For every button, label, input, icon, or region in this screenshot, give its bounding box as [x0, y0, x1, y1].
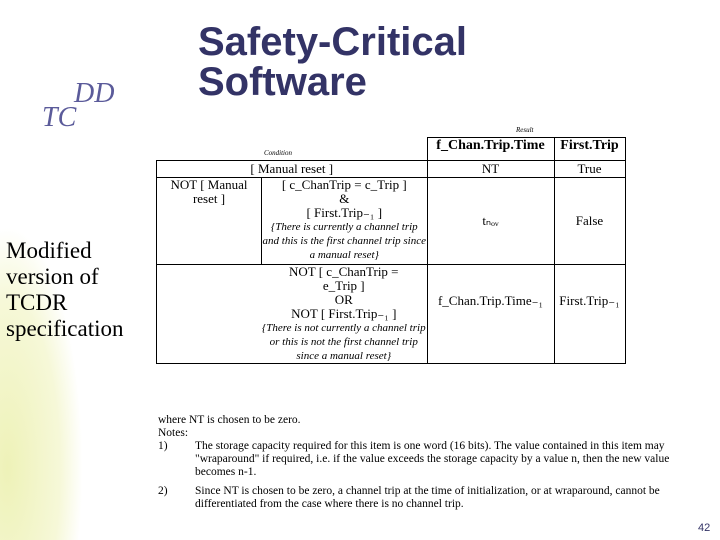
table-header-row	[157, 138, 626, 161]
slide-title	[198, 22, 467, 102]
cond-note: {There is not currently a channel trip or this is not the first channel trip since a manual reset}	[261, 322, 426, 362]
note-number: 1)	[158, 440, 168, 452]
side-caption	[6, 238, 146, 342]
table-row	[157, 178, 626, 265]
note-text: The storage capacity required for this item is one word (16 bits). The value contained in this item may "wraparound" if required, i.e. if the value exceeds the storage capacity by a value n, then the new value becomes n-1.	[195, 440, 670, 478]
result-time-prev: f_Chan.Trip.Time₋₁	[427, 265, 554, 364]
side-caption-line: specification	[6, 316, 124, 341]
note-text: Since NT is chosen to be zero, a channel trip at the time of initialization, or at wraparound, cannot be differentiated from the case where there is no channel trip.	[195, 485, 660, 510]
cond-manual-reset: [ Manual reset ]	[157, 161, 428, 178]
result-time-nt: NT	[427, 161, 554, 178]
tcdd-logo	[36, 78, 116, 138]
note-item	[158, 485, 698, 511]
cond-trip-block	[157, 178, 428, 265]
note-number: 2)	[158, 485, 168, 497]
result-first-prev: First.Trip₋₁	[554, 265, 625, 364]
side-caption-line: Modified	[6, 238, 92, 263]
result-caption: Result	[516, 126, 534, 134]
side-caption-line: TCDR	[6, 290, 68, 315]
cond-not-manual: NOT [ Manual reset ]	[157, 178, 262, 264]
cond-note: {There is currently a channel trip and this is the first channel trip since a manual reset}	[262, 221, 426, 261]
result-first-false: False	[554, 178, 625, 265]
header-first-trip: First.Trip	[554, 138, 625, 161]
title-line-1: Safety-Critical	[198, 20, 467, 64]
cond-else-block: NOT [ c_ChanTrip = e_Trip ] OR NOT [ First.Trip₋₁ ] {There is not currently a channel trip or this is not the first channel trip since a manual reset}	[157, 265, 428, 364]
condition-caption: Condition	[264, 149, 293, 157]
table-row	[157, 161, 626, 178]
notes-heading: Notes:	[158, 427, 189, 439]
notes-intro: where NT is chosen to be zero.	[158, 414, 301, 426]
logo-text-tc: TC	[42, 102, 77, 133]
logo-text-dd: DD	[74, 78, 115, 109]
title-line-2: Software	[198, 60, 367, 104]
note-item	[158, 440, 698, 479]
table-row	[157, 265, 626, 364]
result-time-tnow: tₙₒᵥ	[427, 178, 554, 265]
page-number: 42	[698, 522, 711, 534]
cond-first-trip: [ c_ChanTrip = c_Trip ] & [ First.Trip₋₁ ] {There is currently a channel trip and this is the first channel trip since a manual reset}	[262, 177, 426, 261]
spec-table	[156, 137, 626, 364]
result-first-true: True	[554, 161, 625, 178]
header-chan-trip-time: f_Chan.Trip.Time	[427, 138, 554, 161]
side-caption-line: version of	[6, 264, 99, 289]
notes-block	[158, 414, 698, 511]
header-blank	[157, 138, 428, 161]
